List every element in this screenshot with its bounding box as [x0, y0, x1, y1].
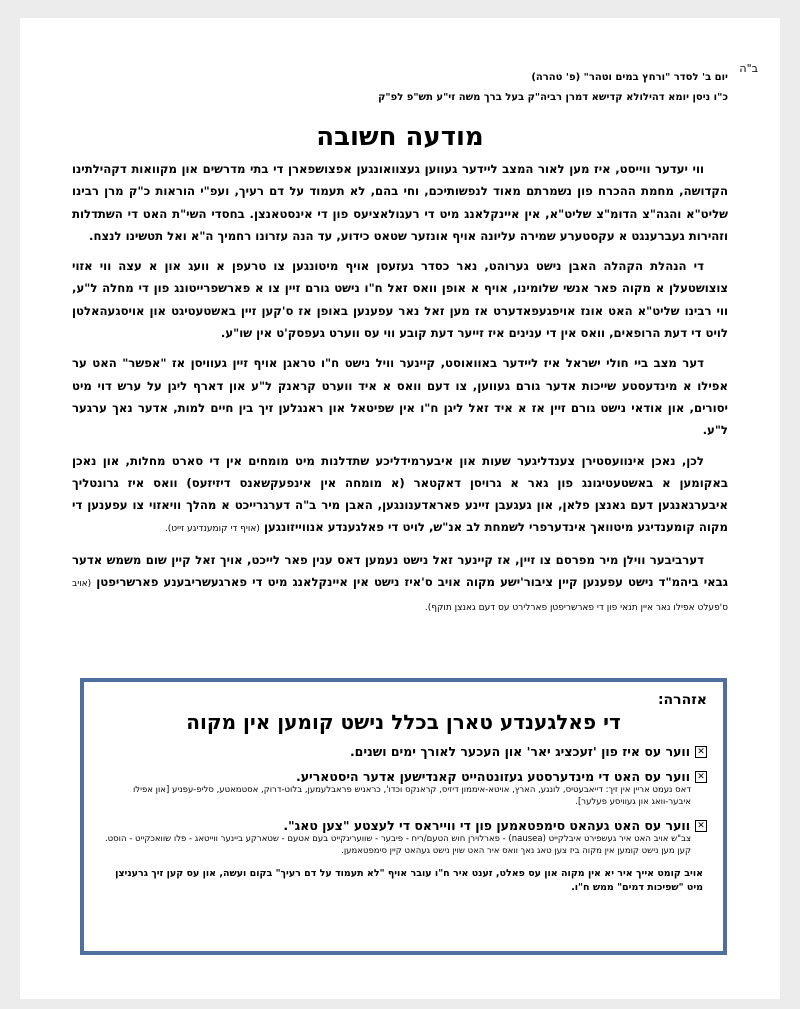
body-text — [72, 158, 728, 628]
paragraph-2: די הנהלת הקהלה האבן נישט גערוהט, נאר כסדר געזעסן אויף מיטונגען צו טרעפן א וועג און א עצה ווי אזוי צוצושטעלן א מקוה פאר אנשי שלומינו, אויף א אופן וואס זאל ח"ו נישט גורם זיין צו א פארשפרייטונג פון די מחלה ל"ע, ווי רבינו שליט"א האט אונז אויפגעפאדערט אז מען זאל נאר עפענען באופן אז ס'קען זיין באשטעטיגט און אויסגעהאלטן לויט די דעת הרופאים, וואס אין די ענינים איז זייער דעת קובע ווי עס ווערט געפסק'ט אין שו"ע. — [72, 259, 728, 341]
paragraph-5-note: (אויב ס'פעלט אפילו נאר איין תנאי פון די פארשריפטן פארלירט עס דעם גאנצן תוקף). — [72, 579, 728, 614]
warning-box — [80, 678, 727, 955]
warning-item — [100, 818, 707, 857]
warning-item-detail: דאס נעמט אריין אין זיך: דייאבעטיס, לונגע, הארץ, אויטא-איממון דיזיס, קראנקס וכדו', כראניש פראבלעמען, בלוט-דרוק, אסטמאטע, סליפ-עפניע [און אפילו איבער-וואג און געוויסע פעלער]. — [132, 785, 691, 807]
warning-title: די פאלגענדע טארן בכלל נישט קומען אין מקוה — [186, 710, 621, 734]
warning-item — [100, 744, 707, 759]
paragraph-4 — [72, 450, 728, 541]
warning-final-note: אויב קומט אייך איר יא אין מקוה און עס פאלט, זענט איר ח"ו עובר אויף "לא תעמוד על דם רעיך" בקום ועשה, און עס קען זיך גרעניצן מיט "שפיכות דמים" ממש ח"ו. — [115, 868, 703, 893]
document-page — [20, 18, 780, 999]
page-marker: ב"ה — [739, 62, 758, 75]
header-line-1: יום ב' לסדר "ורחץ במים וטהר" (פ' טהרה) — [531, 72, 728, 83]
paragraph-4-text: לכן, נאכן אינוועסטירן צענדליגער שעות און איבערמידליכע שתדלנות מיט מומחים אין די סארט מחלות, און נאכן באקומען א באשטעטיגונג פון גאר א גרויסן דאקטאר (א מומחה אין אינפעקשאנס דיזיזעס) וואס איז גרונטליך איבערגאנגען דעם גאנצן פלאן, און געגעבן זיינע פאראדענונגען, האבן מיר ב"ה דערגרייכט א מהלך וויאזוי צו עפענען די מקוה קומענדיגע מיטוואך אינדערפרי לשמחת לב אנ"ש, לויט די פאלגענדע אנווייזונגען — [72, 453, 728, 535]
paragraph-5-text: דערביבער ווילן מיר מפרסם צו זיין, אז קיינער זאל נישט נעמען דאס ענין פאר לייכט, אויך זאל קיין שום משמש אדער גבאי ביהמ"ד נישט עפענען קיין ציבור'ישע מקוה אויב ס'איז נישט אין איינקלאנג מיט די פארגעשריבענע פארשריפטן — [72, 552, 729, 590]
header-line-2: כ"ו ניסן יומא דהילולא קדישא דמרן רביה"ק בעל ברך משה זי"ע תש"פ לפ"ק — [378, 92, 728, 103]
warning-item-text: ווער עס האט געהאט סימפטאמען פון די ווייראס די לעצטע "צען טאג". — [283, 818, 690, 833]
checkbox-x-icon: ✕ — [695, 771, 707, 783]
warning-item — [100, 769, 707, 808]
page-title: מודעה חשובה — [316, 122, 484, 152]
checkbox-x-icon: ✕ — [695, 820, 707, 832]
warning-label: אזהרה: — [657, 692, 707, 708]
paragraph-1: ווי יעדער ווייסט, איז מען לאור המצב ליידער געווען געצוואונגען אפצושפארן די בתי מדרשים און מקוואות דקהילתינו הקדושה, מחמת ההכרח פון נשמרתם מאוד לנפשותיכם, וחי בהם, לא תעמוד על דם רעיך, ועפ"י הוראות כ"ק מרן רבינו שליט"א והגה"צ הדומ"צ שליט"א, אין איינקלאנג מיט די רעגולאציעס פון די אינסטאנצן. בחסדי השי"ת האט די השתדלות וזהירות געברענגט א עקסטערע שמירה עליונה אויף אונזער שטאט כידוע, עד הנה עזרונו רחמיך ה"א ואל תטשינו לנצח. — [72, 162, 728, 243]
warning-item-text: ווער עס האט די מינדערסטע געזונטהייט קאנדישען אדער היסטאריע. — [295, 769, 690, 784]
warning-item-detail: צב"ש אויב האט איר געשפירט איבלקייט (nausea) - פארלוירן חוש הטעם/ריח - פיבער - שוועריגקייט בעם אטעם - שטארקע ביינער ווייטאג - פלו שוואכקייט - הוסט. קען מען נישט קומען אין מקוה ביז צען טאג נאך וואס איר האט שוין נישט געהאט קיין סימפטאמען. — [104, 834, 691, 856]
paragraph-3: דער מצב ביי חולי ישראל איז ליידער באוואוסט, קיינער וויל נישט ח"ו טראגן אויף זיין געוויסן אז "אפשר" האט ער אפילו א מינדעסטע שייכות אדער גורם געווען, צו דעם וואס א איד ווערט קראנק ל"ע און דארף ליגן על ערש דוי מיט יסורים, און אודאי נישט גורם זיין אז א איד זאל ליגן ח"ו אין שפיטאל און ראנגלען זיך בין חיים למות, אדער נאך ערגער ל"ע. — [72, 356, 728, 438]
paragraph-4-note: (אויף די קומענדיגע זייט). — [164, 524, 260, 535]
paragraph-5 — [72, 549, 728, 620]
warning-item-text: ווער עס איז פון 'זעכציג יאר' און העכער לאורך ימים ושנים. — [349, 744, 690, 759]
checkbox-x-icon: ✕ — [695, 746, 707, 758]
